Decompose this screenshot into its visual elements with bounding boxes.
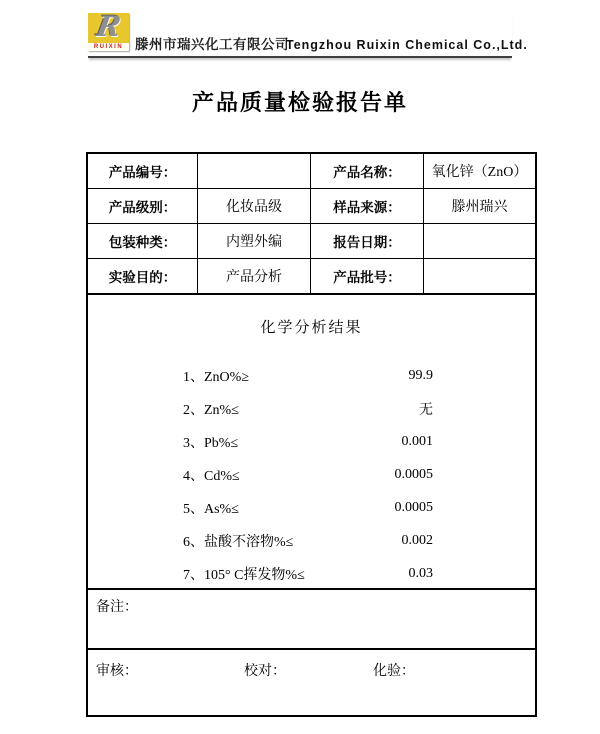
analysis-row (88, 557, 535, 590)
remarks-label: 备注： (96, 600, 138, 615)
remarks-section (88, 590, 535, 650)
sample-source-value: 滕州瑞兴 (424, 189, 535, 224)
product-name-label: 产品名称： (311, 154, 424, 189)
product-name-value: 氧化锌（ZnO） (424, 154, 535, 189)
company-logo (88, 10, 129, 51)
analysis-row (88, 458, 535, 491)
analysis-item-name: 5、As%≤ (183, 501, 239, 517)
analysis-item-value: 0.002 (401, 532, 433, 548)
analysis-item-name: 4、Cd%≤ (183, 468, 240, 484)
product-info-grid (88, 154, 535, 295)
analysis-item-name: 7、105° C挥发物%≤ (183, 567, 305, 583)
analysis-item-value: 0.03 (408, 565, 433, 581)
signoff-section (88, 650, 535, 716)
analysis-row (88, 524, 535, 557)
batch-no-label: 产品批号： (311, 259, 424, 295)
analysis-item-name: 3、Pb%≤ (183, 435, 239, 451)
batch-no-value (424, 259, 535, 295)
product-code-label: 产品编号： (88, 154, 198, 189)
analysis-items (88, 359, 535, 590)
analysis-item-value: 0.001 (401, 433, 433, 449)
analysis-item-value: 0.0005 (394, 499, 433, 515)
logo-brand-text: RUIXIN (88, 43, 129, 51)
analysis-section-title: 化学分析结果 (260, 320, 363, 336)
analysis-item-name: 2、Zn%≤ (183, 402, 239, 418)
test-purpose-value: 产品分析 (198, 259, 311, 295)
sample-source-label: 样品来源： (311, 189, 424, 224)
analysis-item-name: 1、ZnO%≥ (183, 369, 250, 385)
analysis-item-value: 无 (419, 402, 433, 418)
test-purpose-label: 实验目的： (88, 259, 198, 295)
analysis-row (88, 359, 535, 392)
analysis-row (88, 425, 535, 458)
product-grade-value: 化妆品级 (198, 189, 311, 224)
analysis-row (88, 491, 535, 524)
chemical-analysis-section (88, 295, 535, 590)
package-type-value: 内塑外编 (198, 224, 311, 259)
product-grade-label: 产品级别： (88, 189, 198, 224)
company-header (88, 10, 528, 58)
proofread-label: 校对： (244, 664, 286, 679)
logo-r-glyph: R (94, 10, 124, 43)
analysis-item-name: 6、盐酸不溶物%≤ (183, 534, 294, 550)
company-name-en: Tengzhou Ruixin Chemical Co.,Ltd. (286, 38, 528, 52)
page-title: 产品质量检验报告单 (191, 90, 408, 115)
analysis-row (88, 392, 535, 425)
review-label: 审核： (96, 664, 138, 679)
analysis-item-value: 0.0005 (394, 466, 433, 482)
company-name-cn: 滕州市瑞兴化工有限公司 (135, 37, 289, 52)
test-label: 化验： (373, 664, 415, 679)
product-code-value (198, 154, 311, 189)
package-type-label: 包装种类： (88, 224, 198, 259)
analysis-item-value: 99.9 (408, 367, 433, 383)
report-table (86, 152, 537, 717)
report-date-value (424, 224, 535, 259)
report-date-label: 报告日期： (311, 224, 424, 259)
